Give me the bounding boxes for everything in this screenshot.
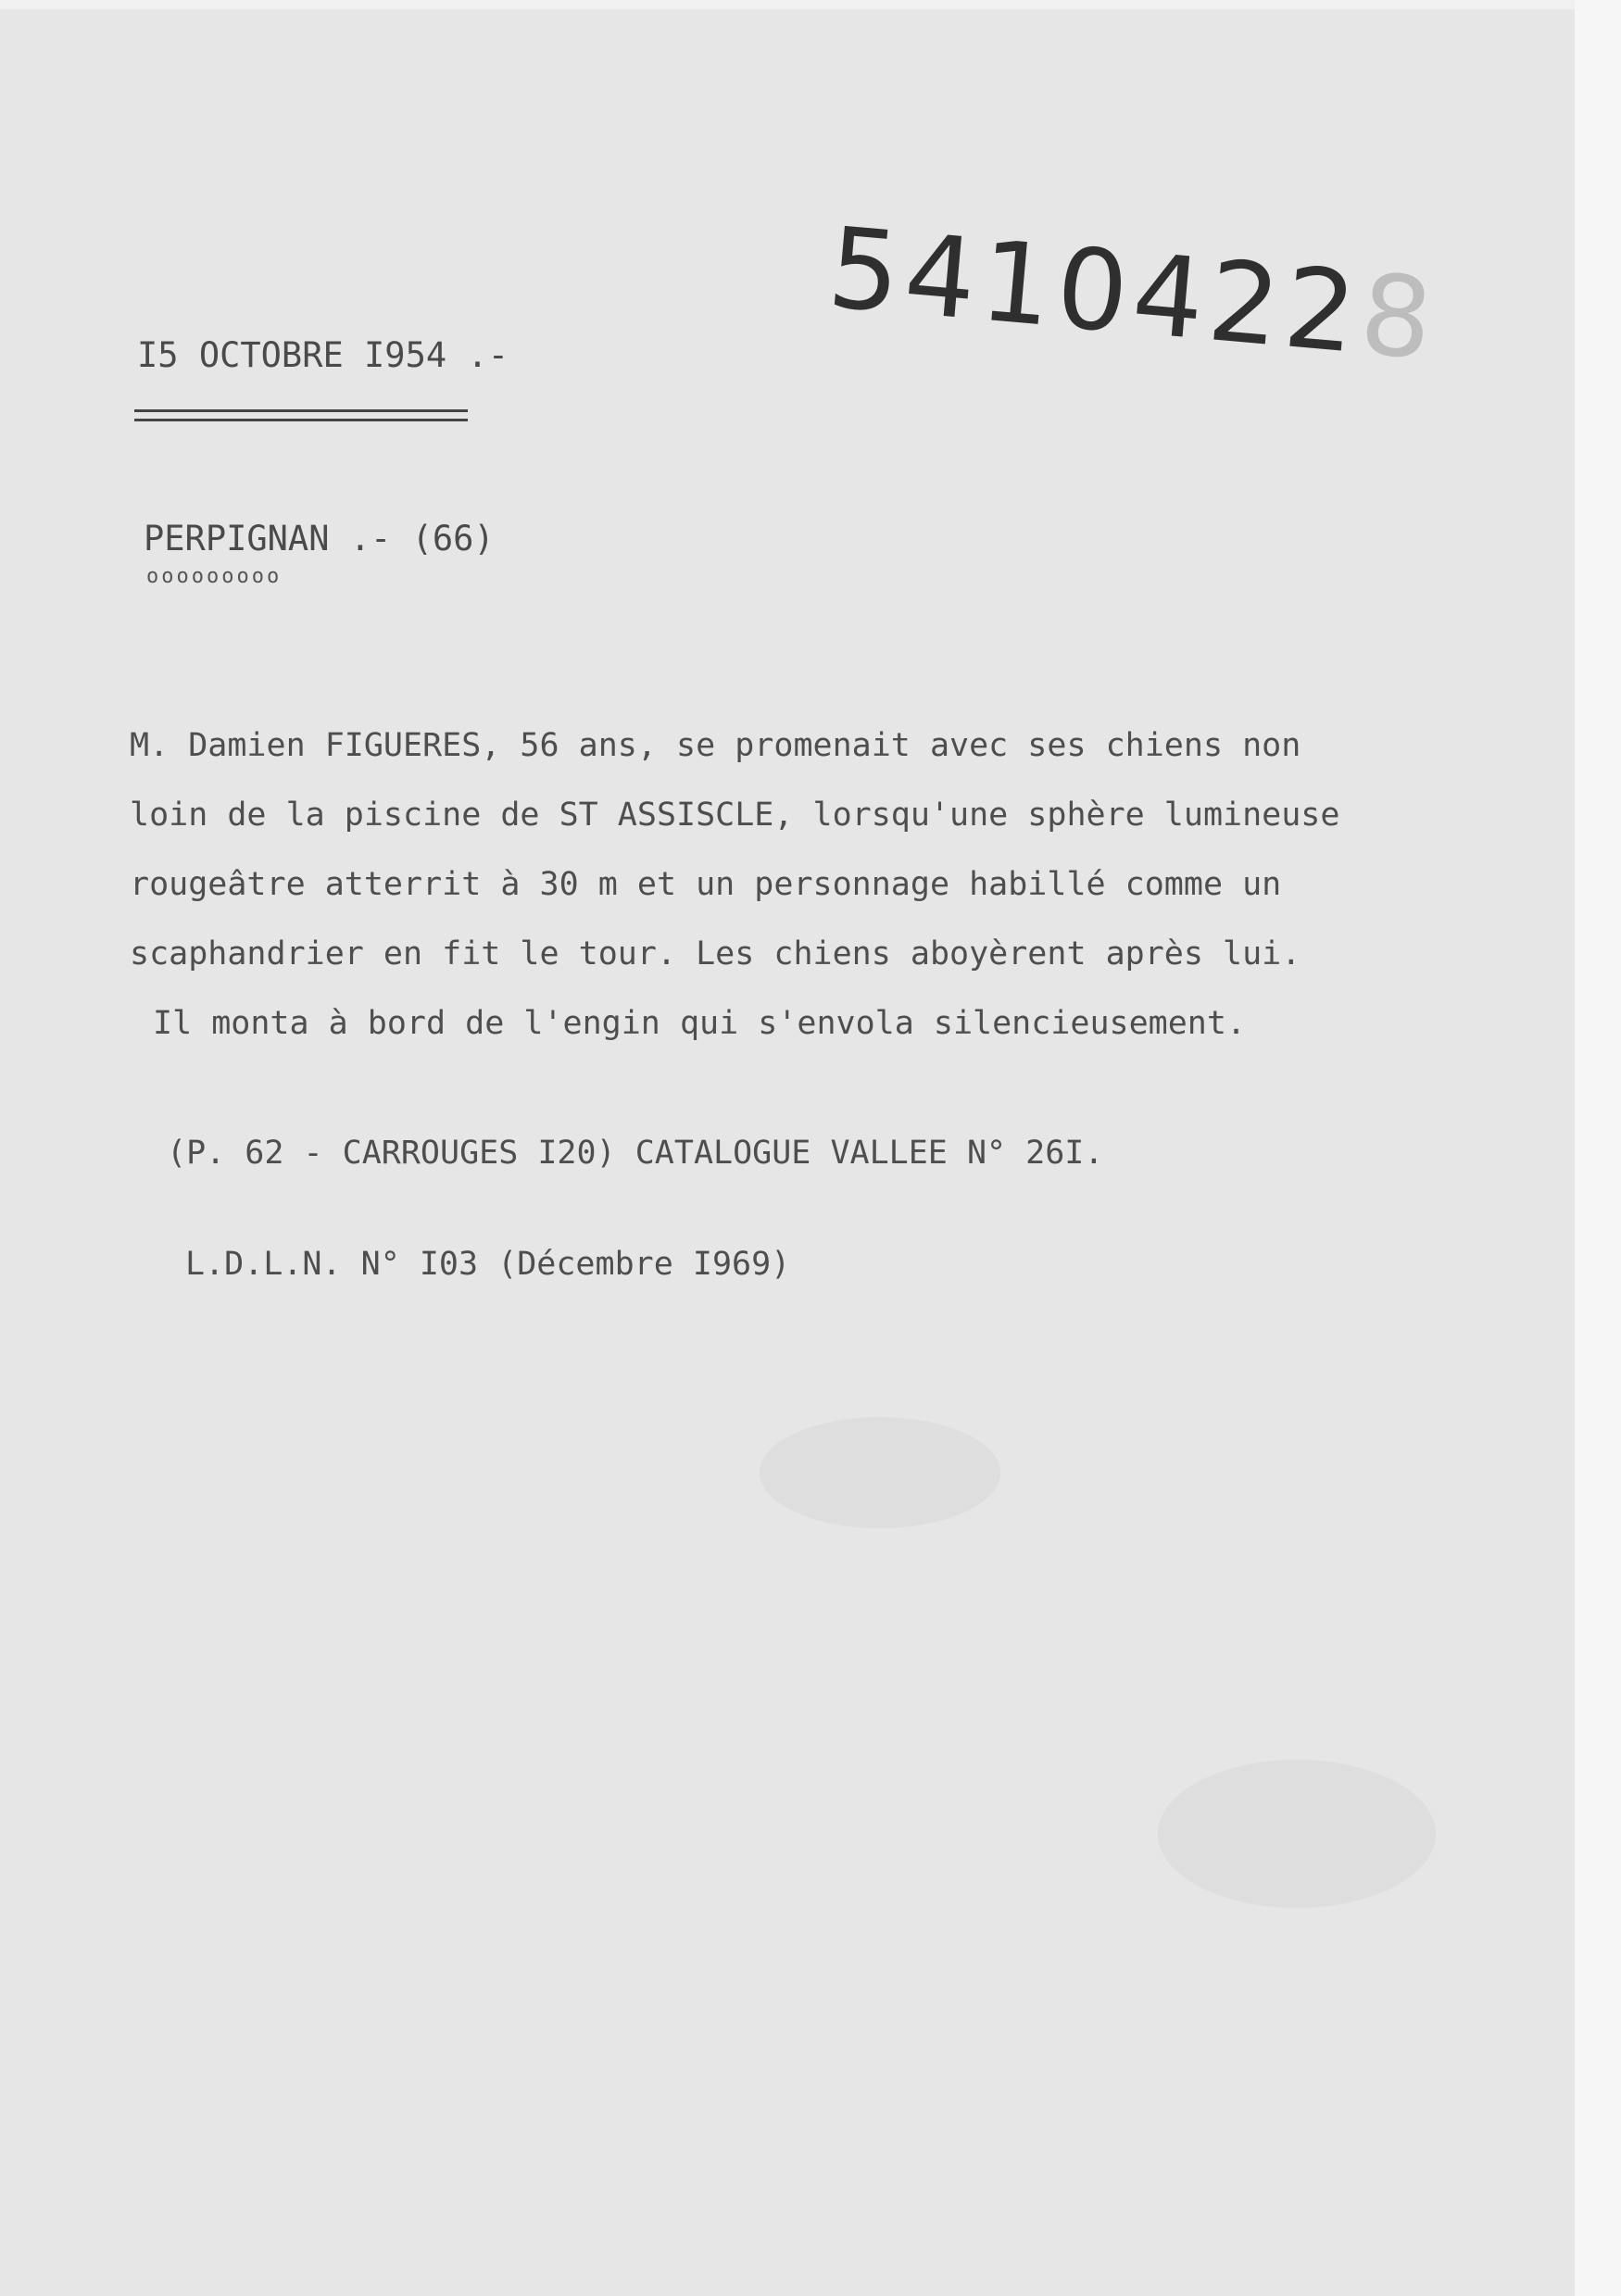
page-right-edge xyxy=(1575,0,1621,2296)
body-line: rougeâtre atterrit à 30 m et un personnage habillé comme un xyxy=(130,866,1282,903)
paper-smudge xyxy=(1158,1760,1436,1908)
date-double-underline xyxy=(134,409,468,412)
stamp-faint-digit: 8 xyxy=(1355,250,1443,386)
catalogue-number-stamp xyxy=(823,204,1442,385)
source-reference: L.D.L.N. N° I03 (Décembre I969) xyxy=(185,1246,791,1283)
body-line: M. Damien FIGUERES, 56 ans, se promenait avec ses chiens non xyxy=(130,727,1301,764)
event-date: I5 OCTOBRE I954 .- xyxy=(137,335,509,375)
source-reference: (P. 62 - CARROUGES I20) CATALOGUE VALLEE N° 26I. xyxy=(167,1135,1104,1172)
body-line: scaphandrier en fit le tour. Les chiens aboyèrent après lui. xyxy=(130,935,1301,972)
body-line: loin de la piscine de ST ASSISCLE, lorsqu'une sphère lumineuse xyxy=(130,797,1340,834)
paper-smudge xyxy=(760,1417,1000,1528)
body-line: Il monta à bord de l'engin qui s'envola silencieusement. xyxy=(153,1005,1247,1042)
page-top-edge xyxy=(0,0,1575,9)
event-place: PERPIGNAN .- (66) xyxy=(144,519,495,558)
stamp-number: 5410422 xyxy=(823,204,1367,379)
date-double-underline xyxy=(134,419,468,421)
place-underline: ooooooooo xyxy=(146,565,283,588)
